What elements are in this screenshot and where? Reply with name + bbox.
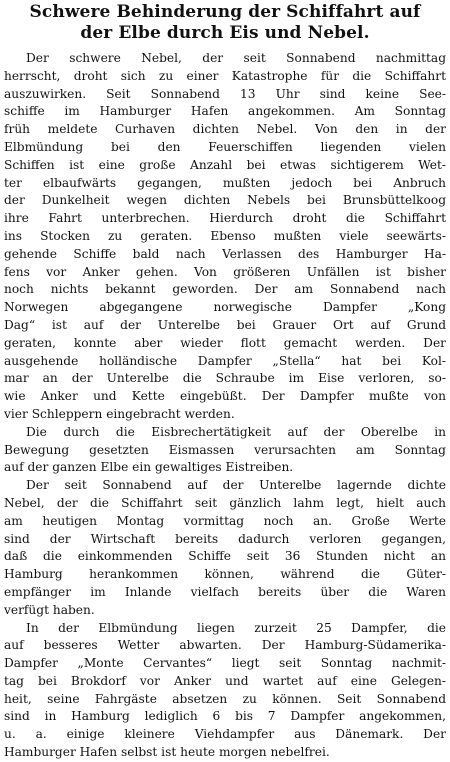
- text-line: ter elbaufwärts gegangen, mußten jedoch bei Anbruch: [4, 175, 446, 190]
- text-line: Der seit Sonnabend auf der Unterelbe lagernde dichte: [26, 478, 446, 493]
- text-line: Nebel, der die Schiffahrt seit gänzlich lahm legt, hielt auch: [4, 495, 446, 510]
- text-line: Elbmündung bei den Feuerschiffen liegenden vielen: [4, 139, 446, 154]
- text-line: Bewegung gesetzten Eismassen verursachten am Sonntag: [4, 442, 446, 457]
- text-line: herrscht, droht sich zu einer Katastrophe für die Schiffahrt: [4, 68, 446, 83]
- text-line: noch nichts bekannt geworden. Der am Sonnabend nach: [4, 282, 446, 297]
- text-line: Die durch die Eisbrechertätigkeit auf der Oberelbe in: [26, 424, 446, 439]
- article-paragraph: [4, 477, 446, 619]
- newspaper-article: [4, 2, 446, 760]
- text-line: empfänger im Inlande vielfach bereits über die Waren: [4, 584, 446, 599]
- text-line: verfügt haben.: [4, 602, 95, 617]
- text-line: früh meldete Curhaven dichten Nebel. Von den in der: [4, 122, 446, 137]
- text-line: u. a. einige kleinere Viehdampfer aus Dänemark. Der: [4, 727, 446, 742]
- text-line: gehende Schiffe bald nach Verlassen des Hamburger Ha-: [4, 246, 446, 261]
- text-line: heit, seine Fahrgäste absetzen zu können. Seit Sonnabend: [4, 691, 446, 706]
- text-line: ausgehende holländische Dampfer „Stella“ hat bei Kol-: [4, 353, 446, 368]
- text-line: Norwegen abgegangene norwegische Dampfer „Kong: [4, 300, 446, 315]
- text-line: sind der Wirtschaft bereits dadurch verloren gegangen,: [4, 531, 446, 546]
- article-paragraph: [4, 620, 446, 762]
- text-line: geraten, konnte aber wieder flott gemacht werden. Der: [4, 335, 446, 350]
- text-line: auszuwirken. Seit Sonnabend 13 Uhr sind keine See-: [4, 86, 446, 101]
- text-line: Der schwere Nebel, der seit Sonnabend nachmittag: [26, 51, 446, 65]
- text-line: In der Elbmündung liegen zurzeit 25 Dampfer, die: [26, 620, 446, 635]
- text-line: daß die einkommenden Schiffe seit 36 Stunden nicht an: [4, 549, 446, 564]
- text-line: auf besseres Wetter abwarten. Der Hamburg-Südamerika-: [4, 638, 446, 653]
- article-paragraph: [4, 50, 446, 424]
- text-line: schiffe im Hamburger Hafen angekommen. Am Sonntag: [4, 104, 446, 119]
- text-line: sind in Hamburg lediglich 6 bis 7 Dampfer angekommen,: [4, 709, 446, 724]
- text-line: Dag“ ist auf der Unterelbe bei Grauer Ort auf Grund: [4, 317, 446, 332]
- article-paragraph: [4, 424, 446, 477]
- text-line: Hamburg herankommen können, während die Güter-: [4, 567, 446, 582]
- headline-line: Schwere Behinderung der Schiffahrt auf: [29, 2, 421, 22]
- text-line: mar an der Unterelbe die Schraube im Eise verloren, so-: [4, 371, 446, 386]
- text-line: vier Schleppern eingebracht werden.: [4, 406, 235, 421]
- text-line: Schiffen ist eine große Anzahl bei etwas sichtigerem Wet-: [4, 157, 446, 172]
- article-body: [4, 50, 446, 762]
- article-headline: [4, 2, 446, 44]
- text-line: fens vor Anker gehen. Von größeren Unfällen ist bisher: [4, 264, 446, 279]
- text-line: tag bei Brokdorf vor Anker und wartet auf eine Gelegen-: [4, 673, 446, 688]
- text-line: der Dunkelheit wegen dichten Nebels bei Brunsbüttelkoog: [4, 193, 446, 208]
- headline-line: der Elbe durch Eis und Nebel.: [80, 23, 370, 43]
- text-line: ihre Fahrt unterbrechen. Hierdurch droht die Schiffahrt: [4, 211, 446, 226]
- text-line: ins Stocken zu geraten. Ebenso mußten viele seewärts-: [4, 228, 446, 243]
- text-line: Hamburger Hafen selbst ist heute morgen nebelfrei.: [4, 745, 330, 760]
- text-line: wie Anker und Kette eingebüßt. Der Dampfer mußte von: [4, 389, 446, 404]
- text-line: auf der ganzen Elbe ein gewaltiges Eistreiben.: [4, 460, 294, 475]
- text-line: Dampfer „Monte Cervantes“ liegt seit Sonntag nachmit-: [4, 656, 446, 671]
- text-line: am heutigen Montag vormittag noch an. Große Werte: [4, 513, 446, 528]
